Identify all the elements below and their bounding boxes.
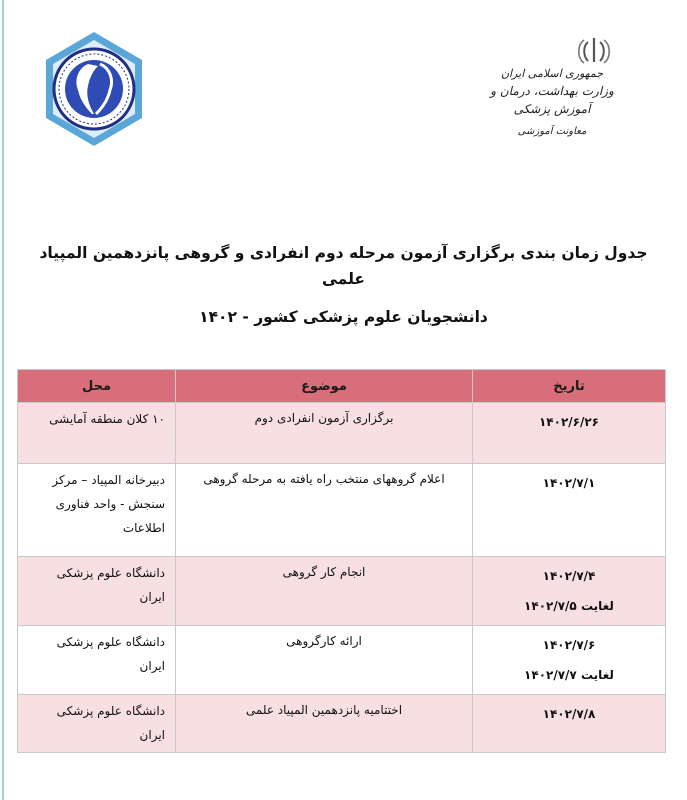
row-topic: ارائه کارگروهی (176, 626, 473, 695)
row-date (473, 695, 666, 753)
table-row (18, 626, 666, 695)
olympiad-logo-icon (38, 30, 150, 148)
row-topic: اعلام گروههای منتخب راه یافته به مرحله گروهی (176, 464, 473, 557)
ministry-line-3: معاونت آموزشی (517, 126, 587, 137)
header-date: تاریخ (473, 370, 666, 403)
row-topic: برگزاری آزمون انفرادی دوم (176, 403, 473, 464)
row-place: دانشگاه علوم پزشکی ایران (18, 626, 176, 695)
table-header-row (18, 370, 666, 403)
row-date (473, 464, 666, 557)
schedule-table (17, 369, 666, 753)
ministry-header (477, 66, 627, 140)
header-place: محل (18, 370, 176, 403)
header-topic: موضوع (176, 370, 473, 403)
table-row (18, 695, 666, 753)
row-topic: انجام کار گروهی (176, 557, 473, 626)
document-title (20, 240, 667, 330)
ministry-line-1: جمهوری اسلامی ایران (500, 67, 604, 80)
ministry-line-2: وزارت بهداشت، درمان و آموزش پزشکی (490, 84, 614, 116)
date-value: ۱۴۰۲/۷/۸ (542, 707, 596, 721)
date-value: ۱۴۰۲/۷/۶ (542, 638, 596, 652)
date-range-end: لغایت ۱۴۰۲/۷/۵ (524, 599, 614, 613)
row-place: دانشگاه علوم پزشکی ایران (18, 557, 176, 626)
table-row (18, 403, 666, 464)
left-edge-line (2, 0, 4, 800)
row-place: دبیرخانه المپیاد – مرکز سنجش - واحد فناوری اطلاعات (18, 464, 176, 557)
date-value: ۱۴۰۲/۷/۴ (542, 569, 596, 583)
table-row (18, 464, 666, 557)
date-value: ۱۴۰۲/۶/۲۶ (538, 415, 600, 429)
row-date (473, 403, 666, 464)
row-topic: اختتامیه پانزدهمین المپیاد علمی (176, 695, 473, 753)
title-line-2: دانشجویان علوم پزشکی کشور - ۱۴۰۲ (199, 308, 488, 326)
row-date (473, 557, 666, 626)
row-date (473, 626, 666, 695)
iran-emblem-icon (571, 36, 617, 66)
date-value: ۱۴۰۲/۷/۱ (542, 476, 596, 490)
row-place: دانشگاه علوم پزشکی ایران (18, 695, 176, 753)
table-row (18, 557, 666, 626)
row-place: ۱۰ کلان منطقه آمایشی (18, 403, 176, 464)
title-line-1: جدول زمان بندی برگزاری آزمون مرحله دوم انفرادی و گروهی پانزدهمین المپیاد علمی (39, 244, 648, 288)
date-range-end: لغایت ۱۴۰۲/۷/۷ (524, 668, 614, 682)
